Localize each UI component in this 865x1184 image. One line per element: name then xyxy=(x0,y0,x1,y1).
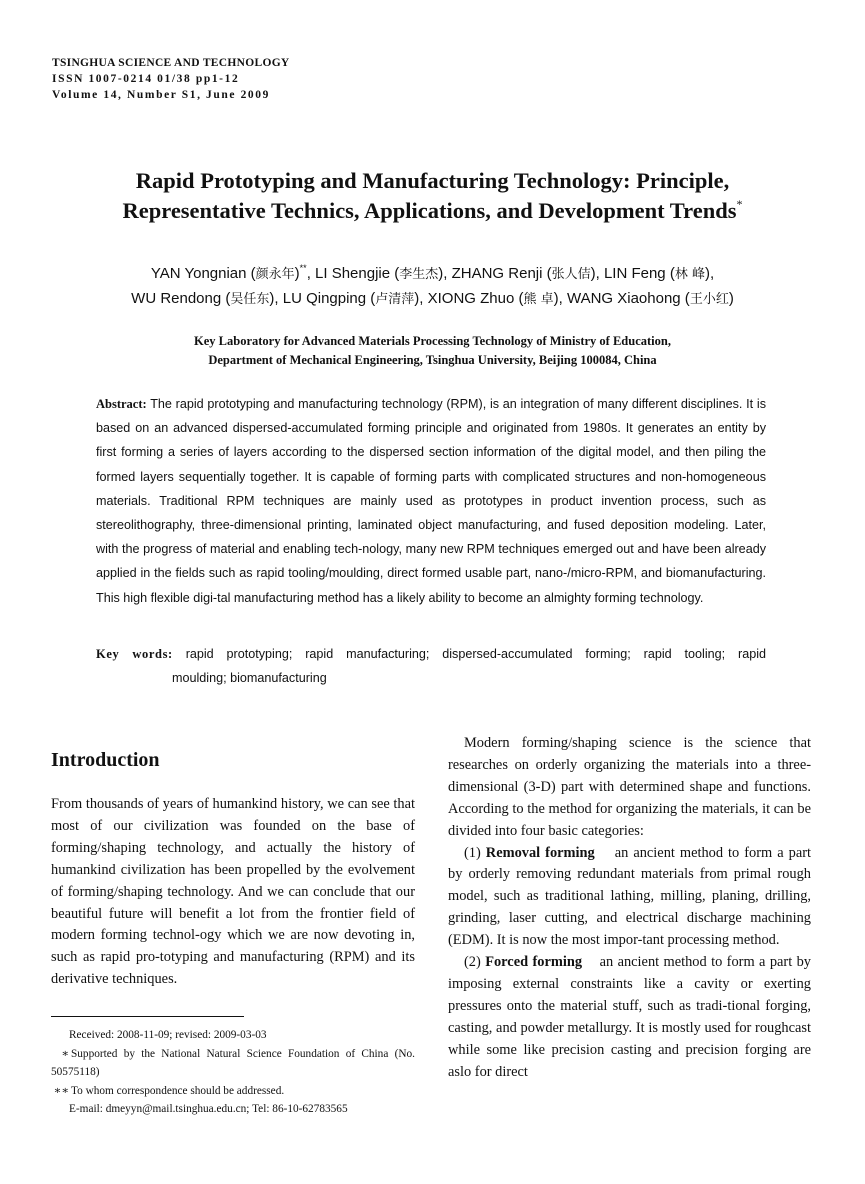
right-column xyxy=(448,733,811,1084)
footnote-received xyxy=(51,1026,415,1045)
author-text: ), LU Qingping ( xyxy=(269,290,376,307)
footnote-email xyxy=(51,1100,415,1119)
author-cn: 卢清萍 xyxy=(375,292,415,307)
keywords-text: rapid prototyping; rapid manufacturing; dispersed-accumulated forming; rapid tooling; rapid xyxy=(185,647,767,661)
item-number: (2) xyxy=(464,954,486,971)
footnote-text: Received: 2008-11-09; revised: 2009-03-03 xyxy=(69,1029,267,1041)
affiliation xyxy=(40,332,825,370)
keywords-line-2: moulding; biomanufacturing xyxy=(172,671,327,685)
footnotes xyxy=(51,1026,415,1119)
author-text: ), LIN Feng ( xyxy=(590,265,675,282)
title-footnote-mark: * xyxy=(736,197,743,211)
author-text: YAN Yongnian ( xyxy=(150,265,256,282)
term-removal-forming: Removal forming xyxy=(485,844,595,861)
term-forced-forming: Forced forming xyxy=(485,954,583,971)
author-line-1 xyxy=(40,262,825,287)
abstract xyxy=(96,392,766,610)
paragraph-removal-forming xyxy=(448,843,811,953)
left-column xyxy=(51,746,415,991)
affiliation-line-1: Key Laboratory for Advanced Materials Processing Technology of Ministry of Education, xyxy=(194,334,671,348)
author-cn: 吴任东 xyxy=(230,292,270,307)
abstract-label: Abstract: xyxy=(96,397,147,411)
paragraph-forced-forming xyxy=(448,952,811,1083)
author-text: ), ZHANG Renji ( xyxy=(438,265,552,282)
journal-volume: Volume 14, Number S1, June 2009 xyxy=(52,89,270,101)
paper-title xyxy=(40,166,825,226)
author-text: ) xyxy=(294,265,300,282)
author-list xyxy=(40,262,825,312)
author-text: ), xyxy=(704,265,715,282)
footnote-support xyxy=(51,1045,415,1082)
author-cn: 林 峰 xyxy=(674,267,705,282)
author-text: ) xyxy=(728,290,734,307)
corresponding-mark: ** xyxy=(299,263,307,273)
footnote-mark: ∗ xyxy=(61,1047,69,1060)
title-line-2-text: Representative Technics, Applications, and Development Trends xyxy=(122,198,737,223)
author-text: ), WANG Xiaohong ( xyxy=(553,290,690,307)
footnote-rule xyxy=(51,1016,244,1017)
keywords xyxy=(96,642,766,690)
title-line-2 xyxy=(40,196,825,226)
author-cn: 熊 卓 xyxy=(523,292,554,307)
paragraph-forming-science: Modern forming/shaping science is the science that researches on orderly organizing the materials into a three-dimensional (3-D) part with determined shape and functions. According to the method for organizing the materials, it can be divided into four basic categories: xyxy=(448,735,811,839)
author-cn: 李生杰 xyxy=(399,267,439,282)
footnote-correspondence xyxy=(51,1082,415,1101)
abstract-text: The rapid prototyping and manufacturing technology (RPM), is an integration of many different disciplines. It is based on an advanced dispersed-accumulated forming principle and originated from 1980s. It generates an entity by first forming a series of layers according to the dispersed section information of the digital model, and then piling the formed layers sequentially together. It is capable of forming parts with complicated structures and non-homogeneous materials. Traditional RPM techniques are mainly used as prototypes in product invention process, such as stereolithography, three-dimensional printing, laminated object manufacturing, and fused deposition modeling. Later, with the progress of material and enabling tech-nology, many new RPM techniques emerged out and have been already applied in the fields such as rapid tooling/moulding, direct formed usable part, nano-/micro-RPM, and biomanufacturing. This high flexible digi-tal manufacturing method has a likely ability to become an almighty forming technology. xyxy=(96,397,766,605)
item-number: (1) xyxy=(464,844,486,861)
affiliation-line-2: Department of Mechanical Engineering, Tsinghua University, Beijing 100084, China xyxy=(208,353,657,367)
author-text: ), XIONG Zhuo ( xyxy=(414,290,524,307)
keywords-line-1 xyxy=(96,642,766,666)
footnote-mark: ∗∗ xyxy=(53,1084,69,1097)
section-heading: Introduction xyxy=(51,749,160,771)
author-text: , LI Shengjie ( xyxy=(306,265,400,282)
author-cn: 颜永年 xyxy=(255,267,295,282)
paragraph-text: an ancient method to form a part by orderly removing redundant materials from primal rough model, such as traditional lathing, milling, planing, drilling, grinding, laser cutting, and electrical discharge machining (EDM). It is now the most impor-tant processing method. xyxy=(448,844,812,949)
journal-name: TSINGHUA SCIENCE AND TECHNOLOGY xyxy=(52,57,290,69)
keywords-label: Key words: xyxy=(96,647,173,661)
footnote-text: To whom correspondence should be addressed. xyxy=(71,1084,285,1097)
author-cn: 张人佶 xyxy=(551,267,591,282)
author-text: WU Rendong ( xyxy=(131,290,231,307)
author-cn: 王小红 xyxy=(689,292,729,307)
title-line-1: Rapid Prototyping and Manufacturing Technology: Principle, xyxy=(135,168,730,193)
paragraph-text: an ancient method to form a part by imposing external constraints like a cavity or exerting pressures onto the material stuff, such as tradi-tional forging, casting, and powder metallurgy. It is mostly used for roughcast while some like precision casting and precision forging are aslo for direct xyxy=(448,954,811,1080)
footnote-text: E-mail: dmeyyn@mail.tsinghua.edu.cn; Tel: 86-10-62783565 xyxy=(69,1103,348,1116)
intro-paragraph: From thousands of years of humankind history, we can see that most of our civilization was founded on the base of forming/shaping technology, and actually the history of humankind civilization has been propelled by the evolvement of forming/shaping technology. And we can conclude that our beautiful future will benefit a lot from the frontier field of modern forming technol-ogy which we are now devoting in, such as rapid pro-totyping and manufacturing (RPM) and its derivative techniques. xyxy=(51,796,415,988)
footnote-text: Supported by the National Natural Science Foundation of China (No. 50575118) xyxy=(51,1047,415,1079)
journal-issn: ISSN 1007-0214 01/38 pp1-12 xyxy=(52,73,240,85)
author-line-2 xyxy=(40,287,825,312)
journal-header xyxy=(52,55,290,103)
